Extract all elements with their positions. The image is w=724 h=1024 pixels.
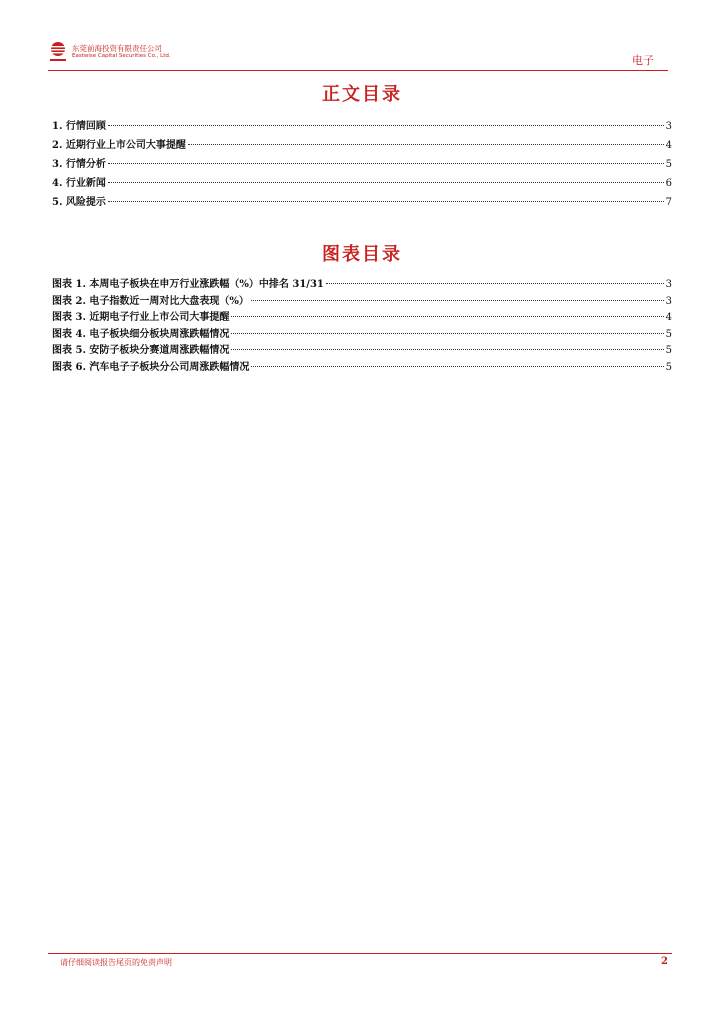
toc-item-page: 3 (665, 121, 672, 132)
dot-leader (326, 283, 664, 284)
toc-item-page: 5 (665, 159, 672, 170)
dot-leader (188, 144, 664, 145)
figure-item-page: 5 (665, 345, 672, 356)
dot-leader (108, 125, 664, 126)
toc-item[interactable] (52, 193, 672, 212)
figure-item[interactable] (52, 292, 672, 309)
dot-leader (108, 163, 664, 164)
header-divider (48, 70, 668, 71)
toc-item[interactable] (52, 117, 672, 136)
disclaimer-note: 请仔细阅读报告尾页的免责声明 (60, 958, 172, 967)
toc-item[interactable] (52, 174, 672, 193)
figure-item-page: 3 (665, 295, 672, 307)
dot-leader (231, 349, 663, 350)
company-name-cn: 东莞前海投资有限责任公司 (72, 44, 162, 53)
figure-item-label: 图表 5. 安防子板块分赛道周涨跌幅情况 (52, 345, 230, 356)
figure-item-page: 5 (665, 361, 672, 373)
section-tag: 电子 (632, 54, 654, 67)
toc-title: 正文目录 (322, 84, 402, 105)
figure-item-label: 图表 4. 电子板块细分板块周涨跌幅情况 (52, 328, 230, 340)
toc-item-label: 5. 风险提示 (52, 197, 106, 208)
figure-item-label: 图表 3. 近期电子行业上市公司大事提醒 (52, 312, 230, 323)
figure-item-page: 4 (665, 312, 672, 323)
company-logo-icon (48, 40, 68, 64)
company-name-en: Eastwise Capital Securities Co., Ltd. (72, 53, 171, 59)
figure-item-page: 5 (665, 328, 672, 340)
figure-item[interactable] (52, 325, 672, 342)
figure-item-page: 3 (665, 279, 672, 290)
toc-item-label: 2. 近期行业上市公司大事提醒 (52, 140, 186, 151)
toc-item-label: 1. 行情回顾 (52, 121, 106, 132)
toc-item[interactable] (52, 136, 672, 155)
figure-item[interactable] (52, 275, 672, 292)
toc-item-label: 4. 行业新闻 (52, 178, 106, 189)
figure-list-title: 图表目录 (322, 244, 402, 265)
toc-list (52, 117, 672, 212)
figure-item[interactable] (52, 358, 672, 375)
page-header (48, 40, 668, 70)
figure-item-label: 图表 1. 本周电子板块在申万行业涨跌幅（%）中排名 31/31 (52, 279, 324, 290)
figure-item[interactable] (52, 341, 672, 358)
toc-item-page: 6 (665, 178, 672, 189)
toc-item-page: 7 (665, 197, 672, 208)
toc-item[interactable] (52, 155, 672, 174)
dot-leader (231, 333, 663, 334)
figure-item-label: 图表 6. 汽车电子子板块分公司周涨跌幅情况 (52, 361, 250, 373)
page-number: 2 (661, 956, 668, 967)
footer-divider (48, 953, 672, 954)
figure-list (52, 275, 672, 374)
dot-leader (231, 316, 663, 317)
figure-item[interactable] (52, 308, 672, 325)
dot-leader (108, 201, 664, 202)
figure-item-label: 图表 2. 电子指数近一周对比大盘表现（%） (52, 295, 249, 307)
dot-leader (251, 300, 664, 301)
toc-item-label: 3. 行情分析 (52, 159, 106, 170)
toc-item-page: 4 (665, 140, 672, 151)
dot-leader (251, 366, 663, 367)
dot-leader (108, 182, 664, 183)
